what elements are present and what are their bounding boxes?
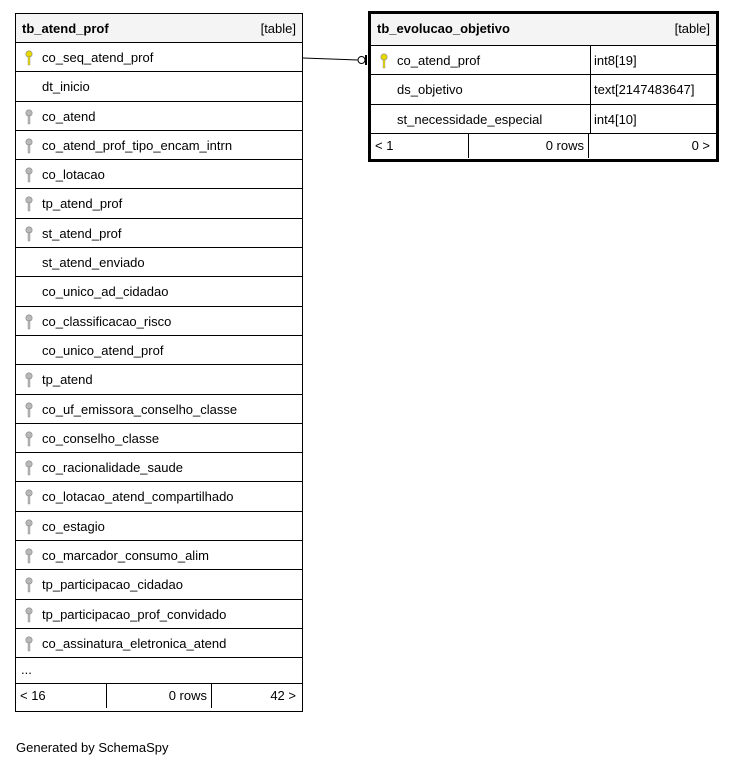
table-name[interactable]: tb_atend_prof [22, 21, 109, 36]
column-row[interactable] [16, 72, 302, 101]
parents-count[interactable]: 42 > [270, 688, 296, 704]
children-count[interactable]: < 1 [371, 134, 469, 158]
column-row[interactable] [16, 600, 302, 629]
column-name: co_racionalidade_saude [42, 460, 183, 476]
column-row[interactable] [16, 131, 302, 160]
generated-by-label: Generated by SchemaSpy [16, 740, 169, 755]
column-row[interactable] [16, 570, 302, 599]
table-tb-evolucao-objetivo[interactable] [368, 11, 719, 162]
column-row[interactable] [16, 512, 302, 541]
foreign-key-icon [24, 226, 34, 242]
column-row[interactable] [16, 453, 302, 482]
column-name: co_estagio [42, 518, 105, 534]
foreign-key-icon [24, 372, 34, 388]
column-name: st_necessidade_especial [397, 111, 543, 127]
column-name: tp_atend [42, 372, 93, 388]
foreign-key-icon [24, 431, 34, 447]
column-row[interactable] [16, 365, 302, 394]
foreign-key-icon [24, 607, 34, 623]
column-row[interactable] [16, 219, 302, 248]
column-row[interactable] [16, 307, 302, 336]
column-name: co_assinatura_eletronica_atend [42, 635, 227, 651]
relationship-line [303, 58, 358, 60]
column-name: ds_objetivo [397, 82, 463, 98]
column-row[interactable] [371, 75, 716, 104]
ellipsis-text: ... [21, 662, 32, 678]
foreign-key-icon [24, 138, 34, 154]
foreign-key-icon [24, 460, 34, 476]
table-kind: [table] [674, 21, 710, 36]
column-row[interactable] [16, 541, 302, 570]
column-name: co_atend_prof_tipo_encam_intrn [42, 137, 233, 153]
primary-key-icon [24, 50, 34, 66]
relationship-optional-circle [358, 57, 365, 64]
column-name: co_unico_ad_cidadao [42, 284, 169, 300]
column-row[interactable] [16, 277, 302, 306]
column-name: st_atend_enviado [42, 255, 145, 271]
foreign-key-icon [24, 402, 34, 418]
column-name: st_atend_prof [42, 225, 122, 241]
table-header[interactable] [16, 14, 302, 43]
table-tb-atend-prof[interactable] [15, 13, 303, 712]
column-row[interactable] [371, 46, 716, 75]
column-name: co_atend [42, 108, 96, 124]
column-name: co_atend_prof [397, 53, 481, 68]
foreign-key-icon [24, 577, 34, 593]
foreign-key-icon [24, 167, 34, 183]
column-list [371, 46, 716, 134]
column-row[interactable] [16, 248, 302, 277]
table-footer [16, 684, 302, 708]
column-name: co_seq_atend_prof [42, 50, 154, 65]
parents-count[interactable]: 0 > [691, 137, 710, 153]
column-name: co_lotacao_atend_compartilhado [42, 489, 234, 505]
row-count: 0 rows [469, 134, 589, 158]
row-count: 0 rows [107, 684, 212, 708]
column-type: int8[19] [590, 46, 716, 74]
foreign-key-icon [24, 314, 34, 330]
column-name: co_uf_emissora_conselho_classe [42, 401, 238, 417]
foreign-key-icon [24, 548, 34, 564]
column-name: tp_participacao_prof_convidado [42, 606, 227, 622]
column-name: co_lotacao [42, 167, 105, 183]
column-row[interactable] [16, 336, 302, 365]
column-type: text[2147483647] [590, 75, 716, 103]
column-name: co_marcador_consumo_alim [42, 548, 209, 564]
table-kind: [table] [260, 21, 296, 36]
column-row[interactable] [16, 189, 302, 218]
foreign-key-icon [24, 636, 34, 652]
column-name: co_classificacao_risco [42, 313, 172, 329]
column-name: co_unico_atend_prof [42, 342, 164, 358]
column-row[interactable] [371, 105, 716, 134]
column-list [16, 43, 302, 658]
table-footer [371, 134, 716, 158]
children-count[interactable]: < 16 [16, 684, 107, 708]
column-name: co_conselho_classe [42, 430, 160, 446]
column-row[interactable] [16, 482, 302, 511]
table-name[interactable]: tb_evolucao_objetivo [377, 21, 510, 36]
column-name: tp_atend_prof [42, 196, 123, 212]
column-row[interactable] [16, 43, 302, 72]
column-type: int4[10] [590, 105, 716, 133]
foreign-key-icon [24, 489, 34, 505]
table-header[interactable] [371, 14, 716, 46]
column-row[interactable] [16, 160, 302, 189]
primary-key-icon [379, 53, 389, 69]
column-row[interactable] [16, 102, 302, 131]
column-row[interactable] [16, 629, 302, 658]
column-row[interactable] [16, 424, 302, 453]
column-row[interactable] [16, 395, 302, 424]
column-name: tp_participacao_cidadao [42, 577, 183, 593]
foreign-key-icon [24, 109, 34, 125]
foreign-key-icon [24, 196, 34, 212]
more-columns [16, 658, 302, 684]
column-name: dt_inicio [42, 79, 90, 95]
foreign-key-icon [24, 519, 34, 535]
